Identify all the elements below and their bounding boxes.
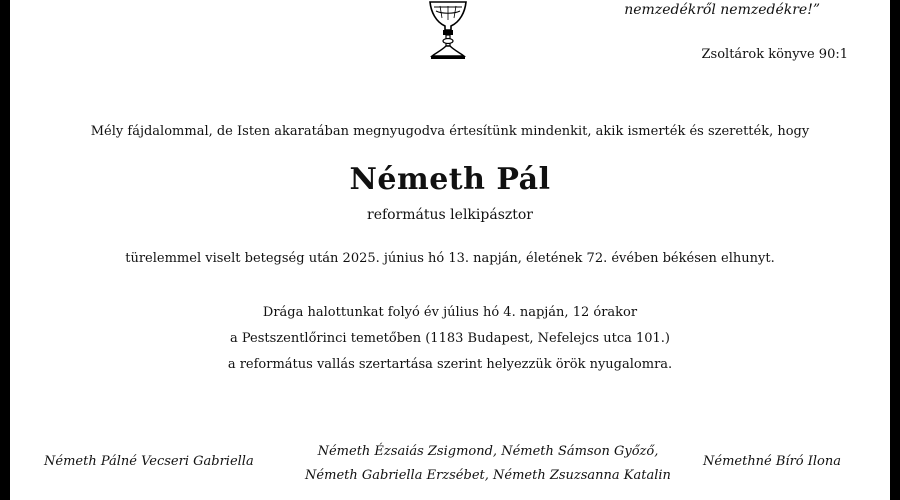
passing-text: türelemmel viselt betegség után 2025. június hó 13. napján, életének 72. évében békésen elhunyt. (125, 251, 775, 266)
mourner-children (288, 440, 688, 488)
mourner-line: Németh Ézsaiás Zsigmond, Németh Sámson Győző, (317, 444, 659, 459)
verse-quote: nemzedékről nemzedékre!” (624, 2, 820, 18)
notice-intro: Mély fájdalommal, de Isten akaratában megnyugodva értesítünk mindenkit, akik ismerték és szerették, hogy (90, 124, 810, 139)
mourner-line: Németh Gabriella Erzsébet, Németh Zsuzsanna Katalin (305, 468, 671, 483)
deceased-name: Németh Pál (349, 162, 551, 197)
mourner-relative: Némethné Bíró Ilona (703, 454, 842, 469)
verse-reference: Zsoltárok könyve 90:1 (701, 47, 848, 62)
deceased-title: református lelkipásztor (367, 207, 533, 223)
mourner-spouse: Németh Pálné Vecseri Gabriella (44, 454, 254, 469)
funeral-line: a református vallás szertartása szerint helyezzük örök nyugalomra. (227, 357, 673, 372)
chalice-icon (420, 0, 476, 62)
funeral-details (60, 300, 840, 378)
funeral-line: Drága halottunkat folyó év július hó 4. napján, 12 órakor (262, 305, 638, 320)
funeral-line: a Pestszentlőrinci temetőben (1183 Budapest, Nefelejcs utca 101.) (229, 331, 671, 346)
